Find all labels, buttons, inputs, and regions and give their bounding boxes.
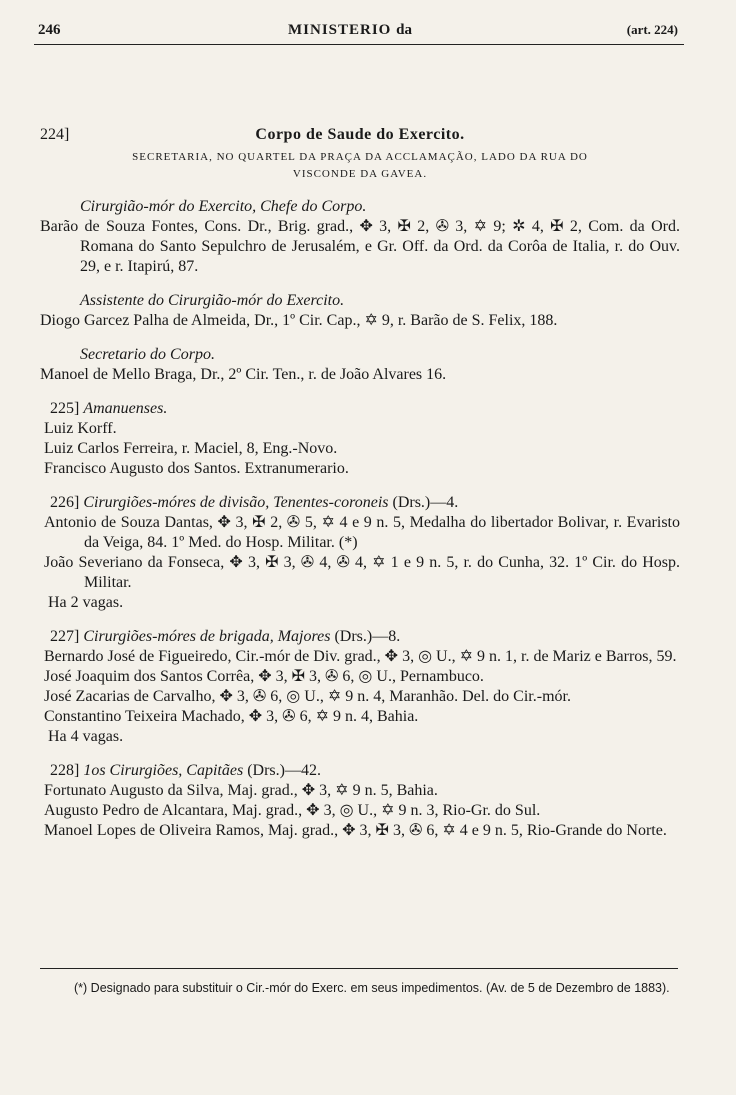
page-number: 246 bbox=[38, 22, 61, 38]
address-line-1: SECRETARIA, NO QUARTEL DA PRAÇA DA ACCLAMAÇÃO, LADO DA RUA DO bbox=[132, 151, 588, 163]
list-item: José Joaquim dos Santos Corrêa, ✥ 3, ✠ 3, ✇ 6, ◎ U., Pernambuco. bbox=[44, 668, 484, 685]
group-heading bbox=[50, 493, 680, 513]
list-item: Antonio de Souza Dantas, ✥ 3, ✠ 2, ✇ 5, ✡ 4 e 9 n. 5, Medalha do libertador Bolivar, r. Evaristo da Veiga, 84. 1º Med. do Hosp. Militar. (*) bbox=[44, 514, 680, 551]
list-item: Fortunato Augusto da Silva, Maj. grad., ✥ 3, ✡ 9 n. 5, Bahia. bbox=[44, 782, 438, 799]
list-item: João Severiano da Fonseca, ✥ 3, ✠ 3, ✇ 4, ✇ 4, ✡ 1 e 9 n. 5, r. do Cunha, 32. 1º Cir. do Hosp. Militar. bbox=[44, 554, 680, 591]
group-heading bbox=[50, 399, 680, 419]
group-number: 226] bbox=[50, 494, 80, 511]
group-number: 227] bbox=[50, 628, 80, 645]
header-rule bbox=[34, 44, 684, 45]
group-count: (Drs.)—4. bbox=[392, 494, 459, 511]
vacancies-note: Ha 4 vagas. bbox=[48, 728, 124, 745]
running-title bbox=[288, 22, 412, 39]
group-title: Cirurgiões-móres de divisão, Tenentes-coroneis bbox=[83, 494, 389, 511]
list-item: Constantino Teixeira Machado, ✥ 3, ✇ 6, ✡ 9 n. 4, Bahia. bbox=[44, 708, 419, 725]
list-item: Augusto Pedro de Alcantara, Maj. grad., ✥ 3, ◎ U., ✡ 9 n. 3, Rio-Gr. do Sul. bbox=[44, 802, 541, 819]
list-item: Francisco Augusto dos Santos. Extranumerario. bbox=[44, 460, 349, 477]
group-cirurgioes-divisao bbox=[40, 493, 680, 613]
group-cirurgioes-brigada bbox=[40, 627, 680, 747]
running-title-caps: MINISTERIO bbox=[288, 22, 392, 38]
secretary-entry: Manoel de Mello Braga, Dr., 2º Cir. Ten., r. de João Alvares 16. bbox=[40, 366, 447, 383]
page-body bbox=[40, 125, 680, 841]
group-number: 225] bbox=[50, 400, 80, 417]
section-title: Corpo de Saude do Exercito. bbox=[255, 126, 465, 143]
chief-subtitle: Cirurgião-mór do Exercito, Chefe do Corpo. bbox=[80, 198, 367, 215]
group-title: 1os Cirurgiões, Capitães bbox=[83, 762, 244, 779]
assistant-subtitle: Assistente do Cirurgião-mór do Exercito. bbox=[80, 292, 345, 309]
group-primeiros-cirurgioes bbox=[40, 761, 680, 841]
group-title: Amanuenses. bbox=[83, 400, 168, 417]
running-header bbox=[38, 22, 678, 46]
list-item: Luiz Korff. bbox=[44, 420, 117, 437]
footnote-rule bbox=[40, 968, 678, 969]
article-reference: (art. 224) bbox=[626, 22, 678, 37]
list-item: Luiz Carlos Ferreira, r. Maciel, 8, Eng.-Novo. bbox=[44, 440, 338, 457]
group-amanuenses bbox=[40, 399, 680, 479]
section-heading bbox=[40, 125, 680, 147]
list-item: Bernardo José de Figueiredo, Cir.-mór de Div. grad., ✥ 3, ◎ U., ✡ 9 n. 1, r. de Mariz e Barros, 59. bbox=[44, 648, 677, 665]
vacancies-note: Ha 2 vagas. bbox=[48, 594, 124, 611]
section-address bbox=[40, 149, 680, 183]
group-count: (Drs.)—8. bbox=[334, 628, 401, 645]
running-title-lower: da bbox=[396, 22, 412, 38]
footnote: (*) Designado para substituir o Cir.-mór do Exerc. em seus impedimentos. (Av. de 5 de Dezembro de 1883). bbox=[74, 981, 670, 995]
group-heading bbox=[50, 627, 680, 647]
group-number: 228] bbox=[50, 762, 80, 779]
section-number: 224] bbox=[40, 126, 70, 143]
chief-entry: Barão de Souza Fontes, Cons. Dr., Brig. grad., ✥ 3, ✠ 2, ✇ 3, ✡ 9; ✲ 4, ✠ 2, Com. da Ord. Romana do Santo Sepulchro de Jerusalém, e Gr. Off. da Ord. da Corôa de Italia, r. do Ouv. 29, e r. Itapirú, 87. bbox=[40, 218, 680, 275]
group-count: (Drs.)—42. bbox=[247, 762, 321, 779]
list-item: Manoel Lopes de Oliveira Ramos, Maj. grad., ✥ 3, ✠ 3, ✇ 6, ✡ 4 e 9 n. 5, Rio-Grande do Norte. bbox=[44, 822, 667, 839]
list-item: José Zacarias de Carvalho, ✥ 3, ✇ 6, ◎ U., ✡ 9 n. 4, Maranhão. Del. do Cir.-mór. bbox=[44, 688, 571, 705]
group-heading bbox=[50, 761, 680, 781]
assistant-entry: Diogo Garcez Palha de Almeida, Dr., 1º Cir. Cap., ✡ 9, r. Barão de S. Felix, 188. bbox=[40, 312, 558, 329]
group-title: Cirurgiões-móres de brigada, Majores bbox=[83, 628, 331, 645]
secretary-subtitle: Secretario do Corpo. bbox=[80, 346, 215, 363]
address-line-2: VISCONDE DA GAVEA. bbox=[292, 168, 428, 180]
